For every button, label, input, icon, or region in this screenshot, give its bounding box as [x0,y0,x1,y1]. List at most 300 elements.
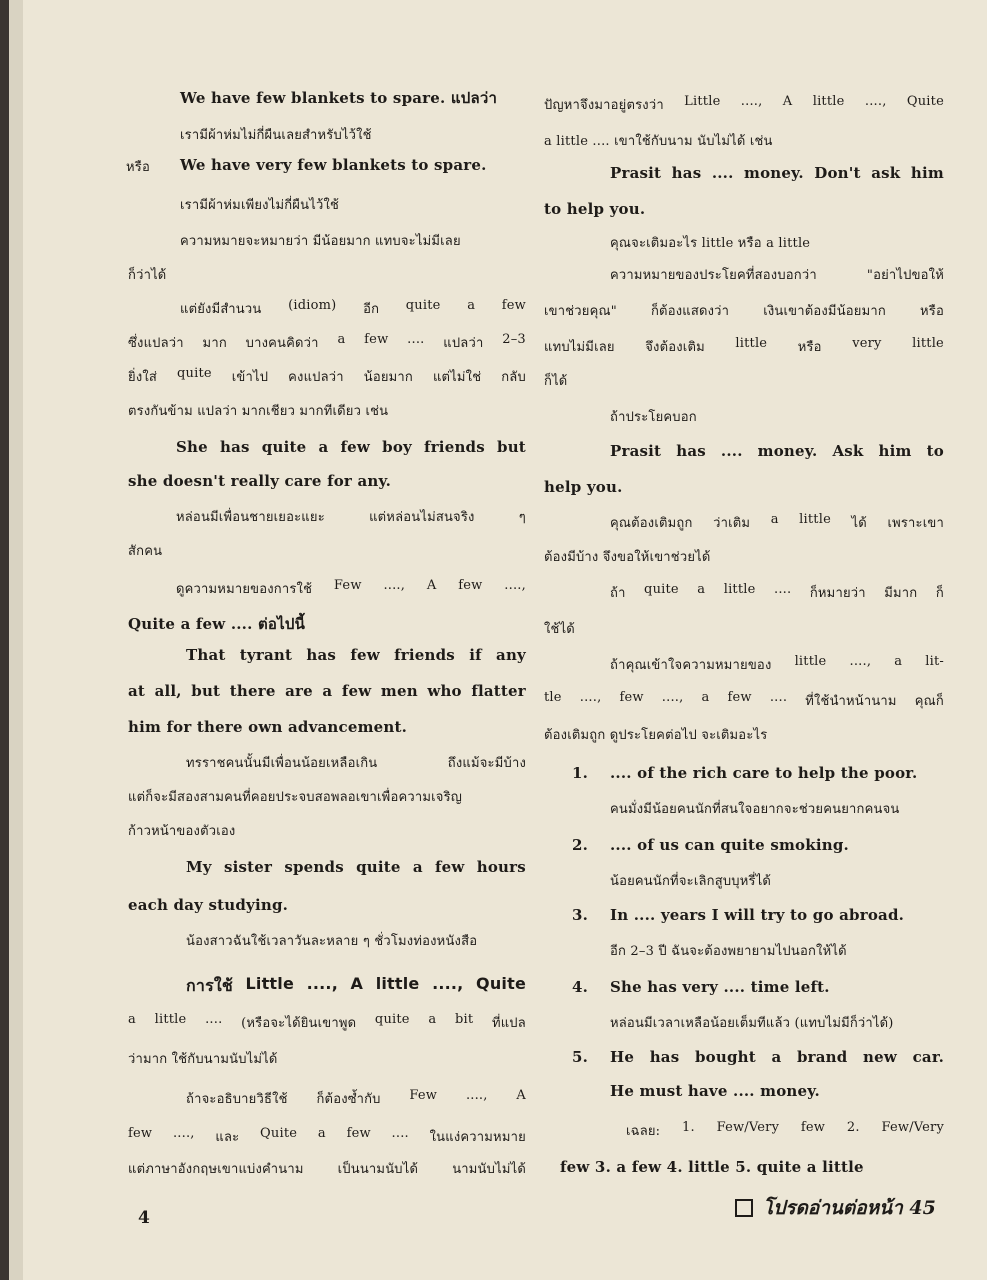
word: flatter [471,682,526,700]
word: spends [284,858,344,876]
word: ซึ่งแปลว่า [128,336,184,351]
word: quite [261,438,307,456]
word: ถ้าคุณเข้าใจความหมายของ [610,658,772,673]
answer-key-line [560,1120,944,1141]
exercise-number: 2. [572,836,589,854]
word: hours [476,858,526,876]
text-line [128,194,526,215]
word: a [701,690,710,705]
word: little [375,974,420,993]
text-line [128,366,526,387]
word: little [812,94,845,109]
word: quite [356,858,401,876]
text-line [128,400,526,421]
word: .... [391,1126,409,1141]
text-line [544,232,944,253]
word: She [176,438,208,456]
text-line [128,718,526,736]
text-line [544,300,944,321]
word: little [799,512,831,527]
line-text [128,858,526,876]
exercise-translation: หล่อนมีเวลาเหลือน้อยเต็มทีแล้ว (แทบไม่มีก็ว่าได้) [610,1016,894,1031]
word: ถึงแม้จะมีบ้าง [447,756,526,771]
text-line [128,298,526,319]
checkbox-square-icon [735,1199,753,1217]
text-line [128,646,526,664]
word: a [894,654,903,669]
line-text: him for there own advancement. [128,718,408,736]
text-line [128,506,526,527]
word: a [322,682,333,700]
word: ปัญหาจึงมาอยู่ตรงว่า [544,98,664,113]
word: but [191,682,221,700]
text-line [128,612,526,636]
word: friends [394,646,455,664]
word: น้อยมาก [363,370,413,385]
line-text [544,690,944,711]
word: who [427,682,462,700]
word: few [435,858,465,876]
word: ...., [504,578,526,593]
word: Quite [260,1126,298,1141]
word: A [782,94,793,109]
line-text [128,1126,526,1147]
word: แต่ยังมีสำนวน [180,302,262,317]
word: few [619,690,644,705]
word: .... [711,164,734,182]
word: เข้าไป [231,370,269,385]
exercise-item [544,906,944,924]
word: few [727,690,752,705]
line-text [544,336,944,357]
word: friends [424,438,485,456]
text-line [128,1012,526,1033]
text-line [544,690,944,711]
text-line [128,858,526,876]
word: ๆ [518,510,526,525]
text-line [128,540,526,561]
word: แทบไม่มีเลย [544,340,615,355]
word: บางคนคิดว่า [245,336,319,351]
word: ที่แปล [491,1016,526,1031]
line-text: เรามีผ้าห่มไม่กี่ผืนเลยสำหรับไว้ใช้ [180,128,372,143]
line-text [128,332,526,353]
line-text [544,442,944,460]
word: a [771,1048,782,1066]
word: quite [177,366,212,381]
word: ...., [172,1126,195,1141]
word: แต่ภาษาอังกฤษเขาแบ่งคำนาม [128,1162,304,1177]
word: Few [333,578,362,593]
word: Little [245,974,295,993]
exercise-translation: น้อยคนนักที่จะเลิกสูบบุหรี่ได้ [610,874,772,889]
word: "อย่าไปขอให้ [866,268,944,283]
word: bit [454,1012,474,1027]
line-text: Quite a few .... ต่อไปนี้ [128,615,306,633]
word: ได้ [851,516,867,531]
text-line [128,896,526,914]
word: ก็ [935,586,944,601]
word: Little [684,94,721,109]
word: boy [382,438,412,456]
word: few [128,1126,153,1141]
text-line [128,86,526,110]
word: ถ้า [610,586,626,601]
text-line [544,264,944,285]
line-text [128,1088,526,1109]
line-text [128,366,526,387]
word: tyrant [239,646,293,664]
text-line [128,974,526,999]
word: a [317,1126,326,1141]
line-text [128,1012,526,1033]
word: แต่หล่อนไม่สนจริง [369,510,475,525]
word: new [863,1048,898,1066]
word: ...., [661,690,684,705]
word: คุณต้องเติมถูก [610,516,693,531]
word: tle [544,690,562,705]
word: him [878,442,912,460]
word: car. [912,1048,944,1066]
word: That [186,646,226,664]
word: but [497,438,526,456]
text-line [544,478,944,496]
word: My [186,858,212,876]
exercise-item [544,1048,944,1066]
line-text: ก็ได้ [544,374,568,389]
page-number: 4 [138,1208,150,1228]
word: ว่าเติม [713,516,751,531]
text-line [544,336,944,357]
text-line [128,230,526,251]
exercise-item [544,836,944,854]
line-text: ว่ามาก ใช้กับนามนับไม่ได้ [128,1052,278,1067]
word: at [128,682,146,700]
word: คงแปลว่า [288,370,344,385]
word: หรือ [797,340,822,355]
word: ก็ต้องซ้ำกับ [316,1092,381,1107]
word: ก็ต้องแสดงว่า [650,304,730,319]
word: ...., [849,654,872,669]
text-line [128,578,526,599]
word: little [912,336,944,351]
word: ในแง่ความหมาย [429,1130,526,1145]
word: lit- [925,654,944,669]
word: หล่อนมีเพื่อนชายเยอะแยะ [176,510,325,525]
word: ยิ่งใส่ [128,370,158,385]
word: A [516,1088,526,1103]
exercise-sentence: .... of the rich care to help the poor. [610,764,918,782]
word: has [676,442,706,460]
line-text: คุณจะเติมอะไร little หรือ a little [610,236,811,251]
word: quite [374,1012,410,1027]
word: a [337,332,346,347]
word: จึงต้องเติม [645,340,705,355]
line-text: each day studying. [128,896,289,914]
word: little [735,336,768,351]
word: .... [205,1012,223,1027]
line-text: ตรงกันข้าม แปลว่า มากเชียว มากทีเดียว เช่น [128,404,389,419]
exercise-number: 3. [572,906,589,924]
text-line [128,682,526,700]
answer-key-text: few 3. a few 4. little 5. quite a little [560,1158,864,1176]
word: Few/Very [716,1120,780,1135]
word: ทรราชคนนั้นมีเพื่อนน้อยเหลือเกิน [186,756,378,771]
text-line [544,130,944,151]
text-line [128,786,526,807]
word: Prasit [610,442,662,460]
line-text: น้องสาวฉันใช้เวลาวันละหลาย ๆ ชั่วโมงท่องหนังสือ [186,934,478,949]
text-line [544,406,944,427]
word: เงินเขาต้องมีน้อยมาก [763,304,886,319]
word: ถ้าจะอธิบายวิธีใช้ [186,1092,288,1107]
word: มีมาก [884,586,918,601]
word: อีก [363,302,380,317]
exercise-sentence: In .... years I will try to go abroad. [610,906,905,924]
word: ...., [579,690,602,705]
line-text [544,164,944,182]
text-line [128,1126,526,1147]
word: Quite [476,974,526,993]
line-text [544,582,944,603]
text-line [128,438,526,456]
text-line [544,724,944,745]
exercise-number: 4. [572,978,589,996]
word: has [649,1048,680,1066]
line-text: We have few blankets to spare. แปลว่า [180,89,498,107]
exercise-translation-line [544,940,944,961]
word: quite [644,582,679,597]
exercise-translation-line [544,798,944,819]
exercise-number: 1. [572,764,589,782]
word: แปลว่า [443,336,484,351]
word: a [770,512,779,527]
text-line [128,264,526,285]
word: เป็นนามนับได้ [337,1162,419,1177]
word: ก็หมายว่า [809,586,866,601]
word: แต่ไม่ใช่ [432,370,482,385]
exercise-item [544,978,944,996]
exercise-translation-line [544,1012,944,1033]
page-edge-shadow [0,0,9,1280]
exercise-translation-line [544,870,944,891]
line-text [128,752,526,773]
word: a [412,858,423,876]
word: little [794,654,827,669]
line-text: เรามีผ้าห่มเพียงไม่กี่ผืนไว้ใช้ [180,198,340,213]
word: all, [154,682,182,700]
word: him [910,164,944,182]
word: few [340,438,371,456]
word: money. [744,164,804,182]
line-text: ใช้ได้ [544,622,575,637]
word: ...., [465,1088,488,1103]
line-lead-word: หรือ [126,160,150,175]
text-line [128,472,526,490]
word: A [426,578,437,593]
word: brand [796,1048,848,1066]
line-text: สักคน [128,544,163,559]
word: to [926,442,944,460]
word: เขาช่วยคุณ" [544,304,617,319]
word: He [610,1048,635,1066]
word: Few [409,1088,438,1103]
word: และ [215,1130,240,1145]
word: very [852,336,882,351]
word: little [723,582,756,597]
line-text: she doesn't really care for any. [128,472,392,490]
word: a [318,438,329,456]
text-line [128,820,526,841]
line-text: ถ้าประโยคบอก [610,410,697,425]
line-text [128,974,526,999]
text-line [128,124,526,145]
word: quite [405,298,441,313]
word: Don't [814,164,861,182]
word: .... [720,442,743,460]
text-line [128,156,526,174]
continue-text: โปรดอ่านต่อหน้า 45 [763,1197,936,1219]
word: a [428,1012,437,1027]
word: (idiom) [288,298,337,313]
text-line [544,94,944,115]
text-line [544,164,944,182]
line-text: ความหมายจะหมายว่า มีน้อยมาก แทบจะไม่มีเลย [180,234,461,249]
text-line [544,200,944,218]
word: there [229,682,276,700]
text-line [544,582,944,603]
word: few [364,332,389,347]
word: has [220,438,250,456]
word: sister [223,858,273,876]
word: .... [407,332,425,347]
text-line [128,1088,526,1109]
word: (หรือจะได้ยินเขาพูด [241,1016,357,1031]
word: few [458,578,483,593]
text-line [128,752,526,773]
text-line [544,442,944,460]
line-text [128,506,526,527]
line-text [128,298,526,319]
line-text [544,512,944,533]
word: if [469,646,482,664]
exercise-sentence: She has very .... time left. [610,978,830,996]
word: ที่ใช้นำหน้านาม [805,694,897,709]
text-line [128,1048,526,1069]
line-text [544,94,944,115]
exercise-number: 5. [572,1048,589,1066]
line-text: We have very few blankets to spare. [180,156,487,174]
word: เฉลย: [626,1124,661,1139]
line-text [128,1158,526,1179]
text-line [128,332,526,353]
word: แต่ก็จะมีสองสามคนที่คอยประจบสอพลอเขาเพื่อความเจริญ [128,790,463,805]
word: few [501,298,526,313]
text-line [544,654,944,675]
answer-key-text [560,1120,944,1141]
word: a [467,298,476,313]
word: has [671,164,702,182]
word: money. [757,442,818,460]
line-text [128,682,526,700]
text-line [128,1158,526,1179]
word: few [800,1120,826,1135]
word: ask [871,164,901,182]
word: มาก [202,336,227,351]
answer-key-line [560,1158,944,1176]
continue-note [735,1193,936,1223]
line-text: ก็ว่าได้ [128,268,167,283]
word: little [154,1012,187,1027]
word: a [697,582,706,597]
line-text [544,300,944,321]
line-text [128,786,526,807]
word: การใช้ [186,976,233,995]
line-text [544,654,944,675]
line-text: ต้องมีบ้าง จึงขอให้เขาช่วยได้ [544,550,711,565]
word: Quite [906,94,944,109]
line-text: a little .... เขาใช้กับนาม นับไม่ได้ เช่น [544,134,773,149]
word: ...., [306,974,338,993]
line-text [128,578,526,599]
word: Prasit [610,164,662,182]
word: เพราะเขา [887,516,944,531]
word: few [350,646,380,664]
word: few [346,1126,371,1141]
line-text: to help you. [544,200,646,218]
word: .... [774,582,792,597]
text-line [544,512,944,533]
text-line [544,618,944,639]
line-text: ต้องเติมถูก ดูประโยคต่อไป จะเติมอะไร [544,728,768,743]
exercise-translation: คนมั่งมีน้อยคนนักที่สนใจอยากจะช่วยคนยากคนจน [610,802,900,817]
exercise-translation-line [544,1082,944,1100]
word: 1. [682,1120,695,1135]
word: ...., [740,94,763,109]
word: Ask [832,442,864,460]
word: กลับ [501,370,526,385]
text-line [544,370,944,391]
word: หรือ [920,304,944,319]
word: .... [769,690,788,705]
word: Few/Very [881,1120,944,1135]
exercise-translation: He must have .... money. [610,1082,820,1100]
line-text [128,438,526,456]
word: are [285,682,313,700]
line-text: ก้าวหน้าของตัวเอง [128,824,236,839]
word: has [306,646,337,664]
word: ...., [864,94,887,109]
exercise-item [544,764,944,782]
exercise-translation: อีก 2–3 ปี ฉันจะต้องพยายามไปนอกให้ได้ [610,944,847,959]
page-edge [9,0,23,1280]
word: A [350,974,364,993]
line-text [544,264,944,285]
word: 2. [846,1120,860,1135]
word: a [128,1012,136,1027]
exercise-sentence [544,1048,944,1066]
word: ...., [432,974,464,993]
line-text [128,646,526,664]
word: bought [694,1048,756,1066]
line-text: help you. [544,478,623,496]
word: any [496,646,526,664]
word: ...., [383,578,406,593]
word: men [380,682,418,700]
word: 2–3 [502,332,526,347]
exercise-sentence: .... of us can quite smoking. [610,836,849,854]
text-line [128,930,526,951]
